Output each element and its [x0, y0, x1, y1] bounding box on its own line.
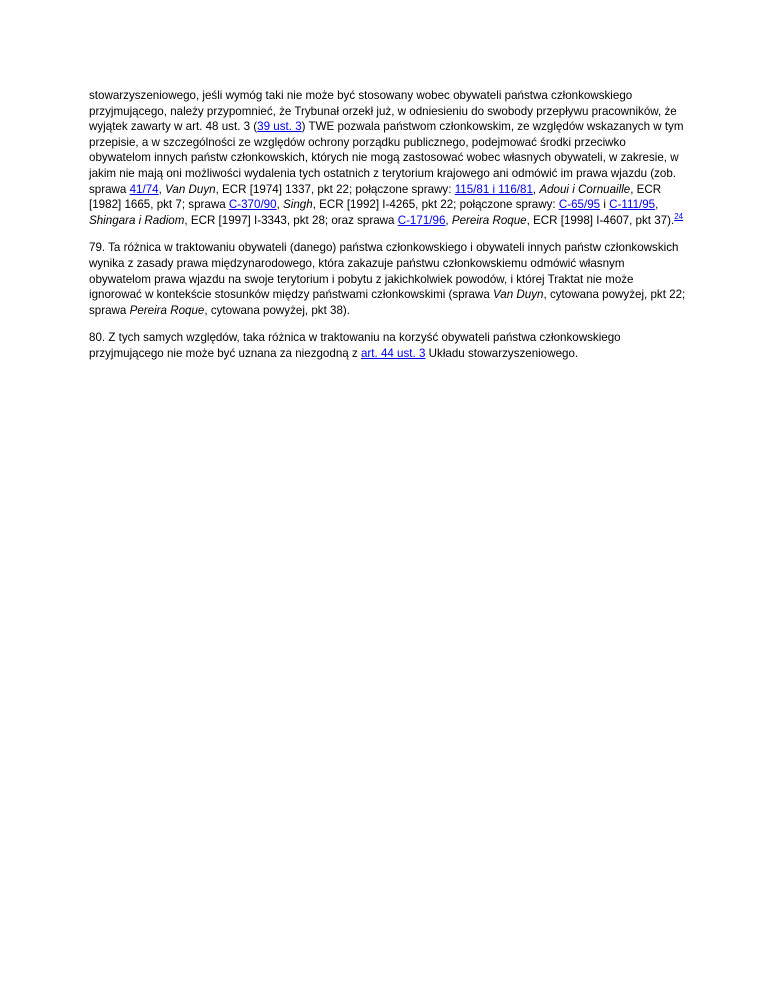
paragraph-80	[89, 330, 689, 361]
para80-text-2: Układu stowarzyszeniowego.	[425, 346, 579, 360]
para78-text-2: ) TWE pozwala państwom członkowskim, ze względów wskazanych w tym przepisie, a w szczególności ze względów ochrony porządku publicznego, podejmować środki przeciwko obywatelom innych państw członkowskich, których nie mogą zastosować wobec własnych obywateli, w zakresie, w jakim nie mają oni możliwości wydalenia tych ostatnich z terytorium krajowego ani odmówić im prawa wjazdu (zob. sprawa	[89, 120, 684, 196]
link-115-81-116-81[interactable]: 115/81 i 116/81	[454, 182, 533, 196]
case-name-singh: Singh	[283, 198, 313, 212]
case-name-van-duyn-79: Van Duyn	[493, 288, 544, 302]
case-name-adoui: Adoui i Cornuaille	[539, 182, 631, 196]
link-39-ust-3[interactable]: 39 ust. 3	[257, 120, 302, 134]
paragraph-79	[89, 240, 689, 318]
para78-text-4: , ECR [1974] 1337, pkt 22; połączone sprawy:	[215, 182, 455, 196]
para78-text-8: , ECR [1992] I-4265, pkt 22; połączone sprawy:	[312, 198, 559, 212]
link-c-171-96[interactable]: C-171/96	[397, 213, 446, 227]
paragraph-78-continuation	[89, 88, 689, 228]
para78-text-13: , ECR [1998] I-4607, pkt 37).	[526, 213, 675, 227]
para78-text-1: stowarzyszeniowego, jeśli wymóg taki nie może być stosowany wobec obywateli państwa członkowskiego przyjmującego, należy przypomnieć, że Trybunał orzekł już, w odniesieniu do swobody przepływu pracowników, że wyjątek zawarty w art. 48 ust. 3 (	[89, 89, 677, 134]
case-name-shingara: Shingara i Radiom	[89, 213, 185, 227]
para78-text-5: ,	[532, 182, 540, 196]
para78-text-6: , ECR [1982] 1665, pkt 7; sprawa	[89, 182, 662, 212]
para78-text-3: ,	[158, 182, 166, 196]
link-41-74[interactable]: 41/74	[129, 182, 159, 196]
case-name-van-duyn: Van Duyn	[165, 182, 216, 196]
case-name-pereira-roque-79: Pereira Roque	[129, 303, 205, 317]
para79-text-3: , cytowana powyżej, pkt 38).	[204, 303, 351, 317]
para78-text-9: i	[600, 198, 610, 212]
case-name-pereira-roque: Pereira Roque	[451, 213, 527, 227]
para79-text-1: 79. Ta różnica w traktowaniu obywateli (danego) państwa członkowskiego i obywateli innych państw członkowskich wynika z zasady prawa międzynarodowego, która zakazuje państwu członkowskiemu odmówić własnym obywatelom prawa wjazdu na swoje terytorium i pobytu z jakichkolwiek powodów, i której Traktat nie może ignorować w kontekście stosunków między państwami członkowskimi (sprawa	[89, 241, 679, 302]
footnote-link-24[interactable]: 24	[674, 211, 684, 221]
link-c-370-90[interactable]: C-370/90	[228, 198, 277, 212]
para78-text-7: ,	[276, 198, 284, 212]
para78-text-10: ,	[655, 198, 659, 212]
link-c-65-95[interactable]: C-65/95	[558, 198, 601, 212]
para80-text-1: 80. Z tych samych względów, taka różnica w traktowaniu na korzyść obywateli państwa członkowskiego przyjmującego nie może być uznana za niezgodną z	[89, 331, 621, 360]
para78-text-12: ,	[445, 213, 452, 227]
para79-text-2: , cytowana powyżej, pkt 22; sprawa	[89, 288, 686, 317]
para78-text-11: , ECR [1997] I-3343, pkt 28; oraz sprawa	[184, 213, 398, 227]
document-page	[89, 88, 689, 374]
link-art-44-ust-3[interactable]: art. 44 ust. 3	[360, 346, 426, 360]
link-c-111-95[interactable]: C-111/95	[609, 198, 656, 212]
